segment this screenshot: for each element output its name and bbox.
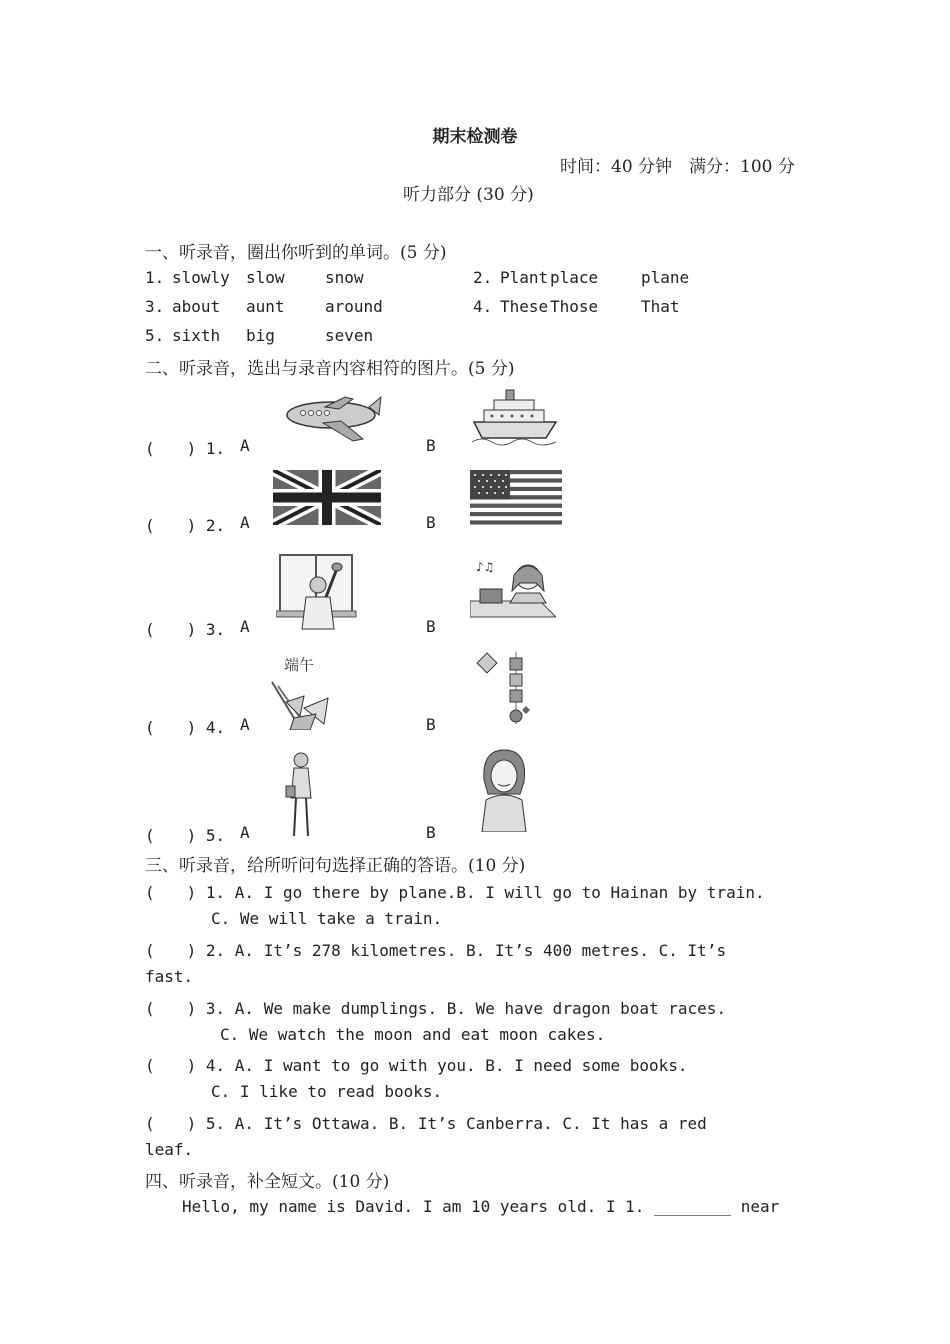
question-5-cont: leaf. xyxy=(145,1140,194,1159)
question-2-cont: fast. xyxy=(145,967,194,986)
word-item-3: 3. about aunt around xyxy=(145,297,383,316)
word-item-4: 4. These Those That xyxy=(473,297,680,316)
section3-heading: 三、听录音，给所听问句选择正确的答语。(10 分) xyxy=(145,856,526,876)
tall-woman-icon xyxy=(283,750,319,838)
airplane-icon xyxy=(283,393,383,445)
word-item-5: 5. sixth big seven xyxy=(145,326,374,345)
smiling-woman-icon xyxy=(476,748,532,832)
question-1-line: ( ) 1. A. I go there by plane.B. I will go to Hainan by train. xyxy=(145,883,765,902)
picture-row-1: ( ) 1. A B xyxy=(145,436,436,458)
festival-text: 端午 xyxy=(284,656,315,674)
girl-listening-radio-icon xyxy=(470,557,556,629)
uk-flag-icon xyxy=(273,470,381,525)
us-flag-icon xyxy=(470,470,562,525)
question-3-line: ( ) 3. A. We make dumplings. B. We have dragon boat races. xyxy=(145,999,727,1018)
part-heading: 听力部分 (30 分) xyxy=(403,185,534,205)
question-2-line: ( ) 2. A. It’s 278 kilometres. B. It’s 400 metres. C. It’s xyxy=(145,941,727,960)
question-3-option-c: C. We watch the moon and eat moon cakes. xyxy=(220,1025,606,1044)
page-title: 期末检测卷 xyxy=(432,127,518,147)
question-5-line: ( ) 5. A. It’s Ottawa. B. It’s Canberra. C. It has a red xyxy=(145,1114,707,1133)
picture-row-4: ( ) 4. A B xyxy=(145,715,436,737)
ship-icon xyxy=(470,386,560,446)
question-4-line: ( ) 4. A. I want to go with you. B. I need some books. xyxy=(145,1056,688,1075)
picture-row-5: ( ) 5. A B xyxy=(145,823,436,845)
question-1-option-c: C. We will take a train. xyxy=(211,909,443,928)
time-info: 时间：40 分钟 满分：100 分 xyxy=(560,157,795,177)
word-item-2: 2. Plant place plane xyxy=(473,268,690,287)
dragon-boat-festival-icon xyxy=(270,652,336,730)
section2-heading: 二、听录音，选出与录音内容相符的图片。(5 分) xyxy=(145,359,515,379)
question-4-option-c: C. I like to read books. xyxy=(211,1082,443,1101)
girl-cleaning-window-icon xyxy=(276,553,358,631)
word-item-1: 1. slowly slow snow xyxy=(145,268,364,287)
picture-row-3: ( ) 3. A B xyxy=(145,617,436,639)
svg-text:♪♫: ♪♫ xyxy=(476,560,495,574)
picture-row-2: ( ) 2. A B xyxy=(145,513,436,535)
section1-heading: 一、听录音，圈出你听到的单词。(5 分) xyxy=(145,243,447,263)
section4-heading: 四、听录音，补全短文。(10 分) xyxy=(145,1172,390,1192)
spring-festival-decoration-icon xyxy=(474,652,536,732)
passage-text: Hello, my name is David. I am 10 years old. I 1. ________ near xyxy=(182,1197,780,1216)
